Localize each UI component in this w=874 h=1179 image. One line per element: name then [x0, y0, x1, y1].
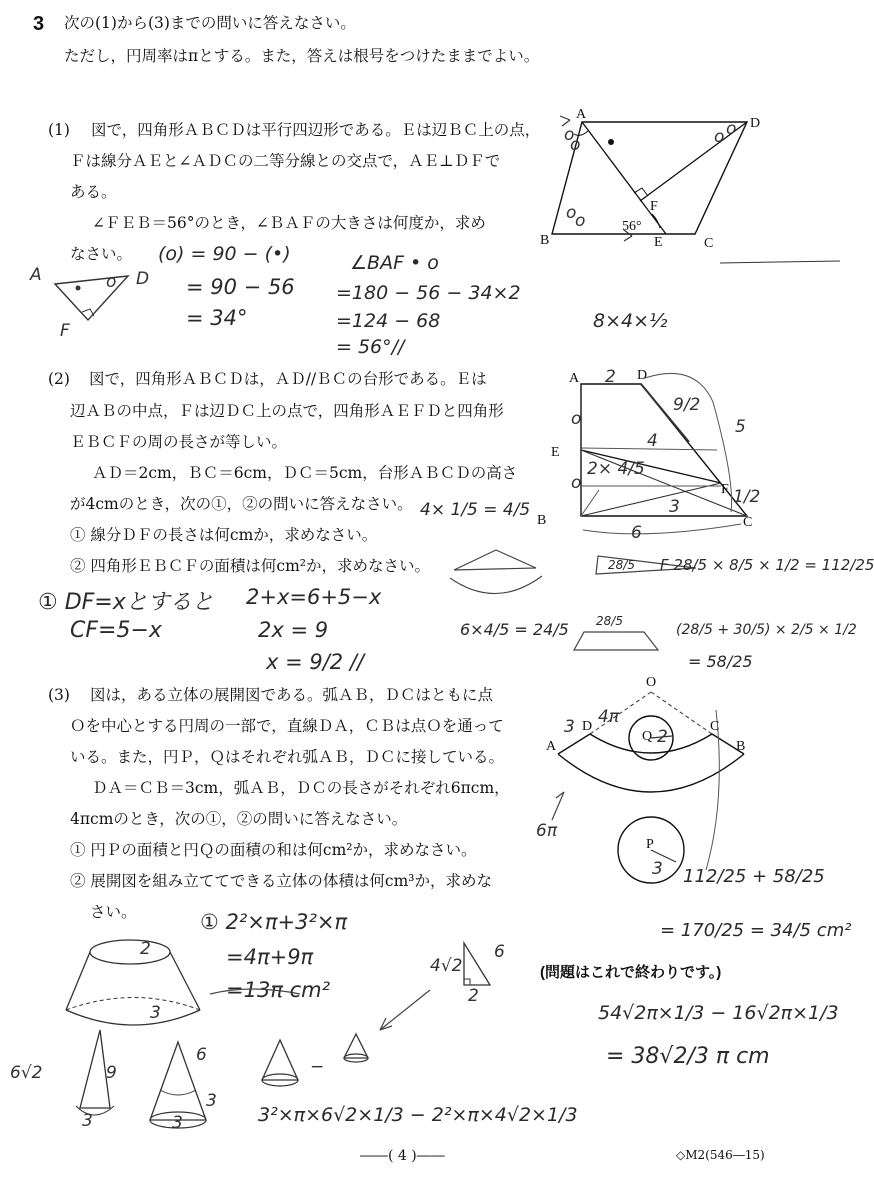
- q3-text-line: Ｏを中心とする円周の一部で，直線ＤＡ，ＣＢは点Ｏを通って: [70, 717, 504, 735]
- hand-num: 6: [494, 942, 505, 962]
- svg-text:o: o: [564, 125, 575, 145]
- svg-text:o: o: [571, 409, 582, 429]
- hand-num: 2× 4/5: [587, 459, 645, 479]
- hand-side-note: 8×4×½: [593, 310, 668, 332]
- q2-text-line: ＥＢＣＦの周の長さが等しい。: [70, 433, 288, 451]
- hand-sum-answer: = 170/25 = 34/5 cm²: [660, 920, 852, 941]
- vertex-label-A: A: [576, 107, 587, 122]
- instructions-line-2: ただし，円周率はπとする。また，答えは根号をつけたままでよい。: [64, 47, 540, 65]
- hand-work-line: 2x = 9: [258, 618, 329, 642]
- hand-num: 3: [652, 859, 663, 879]
- q2-text-line: 辺ＡＢの中点，Ｆは辺ＤＣ上の点で，四角形ＡＥＦＤと四角形: [70, 402, 504, 420]
- q1-parallelogram-figure: [530, 107, 790, 260]
- hand-volume-expr: 3²×π×6√2×1/3 − 2²×π×4√2×1/3: [258, 1104, 578, 1126]
- hand-work-answer: =13π cm²: [226, 978, 331, 1002]
- vertex-label-A: A: [546, 739, 557, 754]
- q2-text-line: が4cmのとき，次の①，②の問いに答えなさい。: [70, 495, 413, 513]
- instructions-line-1: 次の(1)から(3)までの問いに答えなさい。: [64, 14, 356, 32]
- vertex-label-D: D: [750, 116, 761, 131]
- hand-work-line: =180 − 56 − 34×2: [336, 282, 521, 304]
- hand-num: 2: [657, 727, 668, 747]
- hand-num: 3: [172, 1113, 183, 1133]
- hand-num: 9: [106, 1063, 117, 1083]
- svg-text:o: o: [714, 127, 725, 147]
- q2-label: (2): [48, 370, 70, 388]
- hand-num: 9/2: [673, 395, 701, 415]
- q3-text-line: いる。また，円Ｐ，Ｑはそれぞれ弧ＡＢ，ＤＣに接している。: [70, 748, 505, 766]
- hand-eq: F 28/5 × 8/5 × 1/2 = 112/25: [660, 556, 874, 574]
- hand-eq: 4× 1/5 = 4/5: [420, 500, 531, 520]
- hand-num: 6√2: [10, 1063, 43, 1083]
- page-number: ――( 4 )――: [360, 1148, 445, 1164]
- hand-num: 3: [669, 497, 680, 517]
- hand-work-line: =124 − 68: [336, 310, 441, 332]
- vertex-label-C: C: [743, 515, 753, 530]
- svg-text:o: o: [575, 211, 586, 231]
- q1-label: (1): [48, 121, 70, 139]
- vertex-label-C: C: [704, 236, 714, 251]
- hand-num: 5: [735, 417, 746, 437]
- q2-trapezoid-figure: [535, 362, 775, 543]
- hand-work-line: = 90 − 56: [186, 275, 295, 299]
- hand-work-answer: x = 9/2 //: [266, 650, 364, 674]
- q3-sub-question-1: ① 円Ｐの面積と円Ｑの面積の和は何cm²か，求めなさい。: [70, 841, 477, 859]
- vertex-label-F: F: [650, 199, 658, 214]
- hand-num: 6: [631, 523, 642, 543]
- q1-text-line: ある。: [70, 183, 117, 201]
- hand-work-line: (o) = 90 − (•): [158, 243, 291, 265]
- svg-text:o: o: [106, 272, 117, 292]
- q3-sub-question-2-cont: さい。: [90, 903, 137, 921]
- vertex-label-B: B: [537, 513, 547, 528]
- hand-num: 2: [468, 986, 479, 1006]
- angle-label: 56°: [622, 219, 642, 234]
- q1-text-line: ∠ＦＥＢ＝56°のとき，∠ＢＡＦの大きさは何度か，求め: [92, 214, 486, 232]
- vertex-label-E: E: [551, 445, 560, 460]
- hand-work-line: ∠BAF • o: [350, 252, 439, 274]
- sketch-label-A: A: [30, 265, 42, 285]
- hand-num: 1/2: [733, 487, 761, 507]
- q3-net-figure: [536, 675, 776, 880]
- q3-text-line: 図は，ある立体の展開図である。弧ＡＢ，ＤＣはともに点: [90, 686, 494, 704]
- vertex-label-F: F: [721, 482, 729, 497]
- q1-text-line: Ｆは線分ＡＥと∠ＡＤＣの二等分線との交点で，ＡＥ⊥ＤＦで: [70, 152, 501, 170]
- vertex-label-E: E: [654, 235, 663, 250]
- hand-frac: 28/5: [608, 558, 635, 572]
- hand-work-line: CF=5−x: [70, 618, 162, 643]
- q2-text-line: 図で，四角形ＡＢＣＤは，ＡＤ//ＢＣの台形である。Ｅは: [89, 370, 487, 388]
- vertex-label-O: O: [646, 675, 657, 690]
- hand-num: 3: [206, 1091, 217, 1111]
- q1-text-line: なさい。: [70, 245, 133, 263]
- hand-volume-calc: 54√2π×1/3 − 16√2π×1/3: [598, 1002, 839, 1024]
- svg-text:o: o: [571, 473, 582, 493]
- q2-sub-question-2: ② 四角形ＥＢＣＦの面積は何cm²か，求めなさい。: [70, 557, 431, 575]
- hand-work-line: =4π+9π: [226, 945, 314, 969]
- q3-sub-question-2: ② 展開図を組み立ててできる立体の体積は何cm³か，求めな: [70, 872, 493, 890]
- sketch-label-D: D: [136, 269, 150, 289]
- end-note: (問題はこれで終わりです。): [540, 964, 722, 981]
- vertex-label-C: C: [710, 719, 720, 734]
- circle-label-Q: Q: [642, 729, 653, 744]
- hand-num: 4: [647, 431, 658, 451]
- form-code: ◇M2(546―15): [676, 1148, 765, 1162]
- hand-num: 2: [140, 939, 151, 959]
- hand-num: 3: [564, 717, 575, 737]
- q3-text-line: ＤＡ＝ＣＢ＝3cm，弧ＡＢ，ＤＣの長さがそれぞれ6πcm，: [92, 779, 510, 797]
- question-number: 3: [33, 13, 45, 35]
- svg-text:o: o: [570, 135, 581, 155]
- hand-minus: −: [310, 1057, 325, 1077]
- q2-text-line: ＡＤ＝2cm，ＢＣ＝6cm，ＤＣ＝5cm，台形ＡＢＣＤの高さ: [92, 464, 518, 482]
- vertex-label-A: A: [569, 371, 580, 386]
- vertex-label-D: D: [637, 368, 648, 383]
- hand-num: 6π: [536, 821, 558, 841]
- vertex-label-B: B: [736, 739, 746, 754]
- hand-num: 3: [150, 1003, 161, 1023]
- vertex-label-D: D: [582, 719, 593, 734]
- circle-label-P: P: [646, 837, 654, 852]
- hand-num: 3: [82, 1111, 93, 1131]
- q1-text-line: 図で，四角形ＡＢＣＤは平行四辺形である。Ｅは辺ＢＣ上の点，: [91, 121, 541, 139]
- hand-sum: 112/25 + 58/25: [683, 866, 825, 887]
- hand-work-line: = 34°: [186, 306, 248, 330]
- hand-work-answer: = 56°//: [336, 336, 405, 358]
- hand-eq: = 58/25: [688, 652, 753, 671]
- hand-work-line: 2+x=6+5−x: [246, 585, 382, 609]
- hand-volume-answer: = 38√2/3 π cm: [606, 1044, 770, 1069]
- hand-frac: 28/5: [596, 614, 623, 628]
- hand-right-triangle: [430, 935, 540, 1005]
- q3-label: (3): [48, 686, 70, 704]
- hand-eq: (28/5 + 30/5) × 2/5 × 1/2: [676, 622, 857, 638]
- sketch-label-F: F: [60, 321, 70, 341]
- q2-sub-question-1: ① 線分ＤＦの長さは何cmか，求めなさい。: [70, 526, 378, 544]
- hand-num: 4π: [598, 707, 620, 727]
- hand-work-line: ① DF=xとすると: [38, 590, 214, 615]
- hand-num: 2: [605, 367, 616, 387]
- svg-text:o: o: [726, 119, 737, 139]
- hand-num: 4√2: [430, 956, 463, 976]
- hand-work-line: ① 2²×π+3²×π: [200, 910, 348, 934]
- hand-num: 6: [196, 1045, 207, 1065]
- svg-text:o: o: [566, 203, 577, 223]
- q3-text-line: 4πcmのとき，次の①，②の問いに答えなさい。: [70, 810, 408, 828]
- vertex-label-B: B: [540, 233, 550, 248]
- q1-sketch-triangle: [30, 262, 160, 342]
- hand-eq: 6×4/5 = 24/5: [460, 620, 569, 639]
